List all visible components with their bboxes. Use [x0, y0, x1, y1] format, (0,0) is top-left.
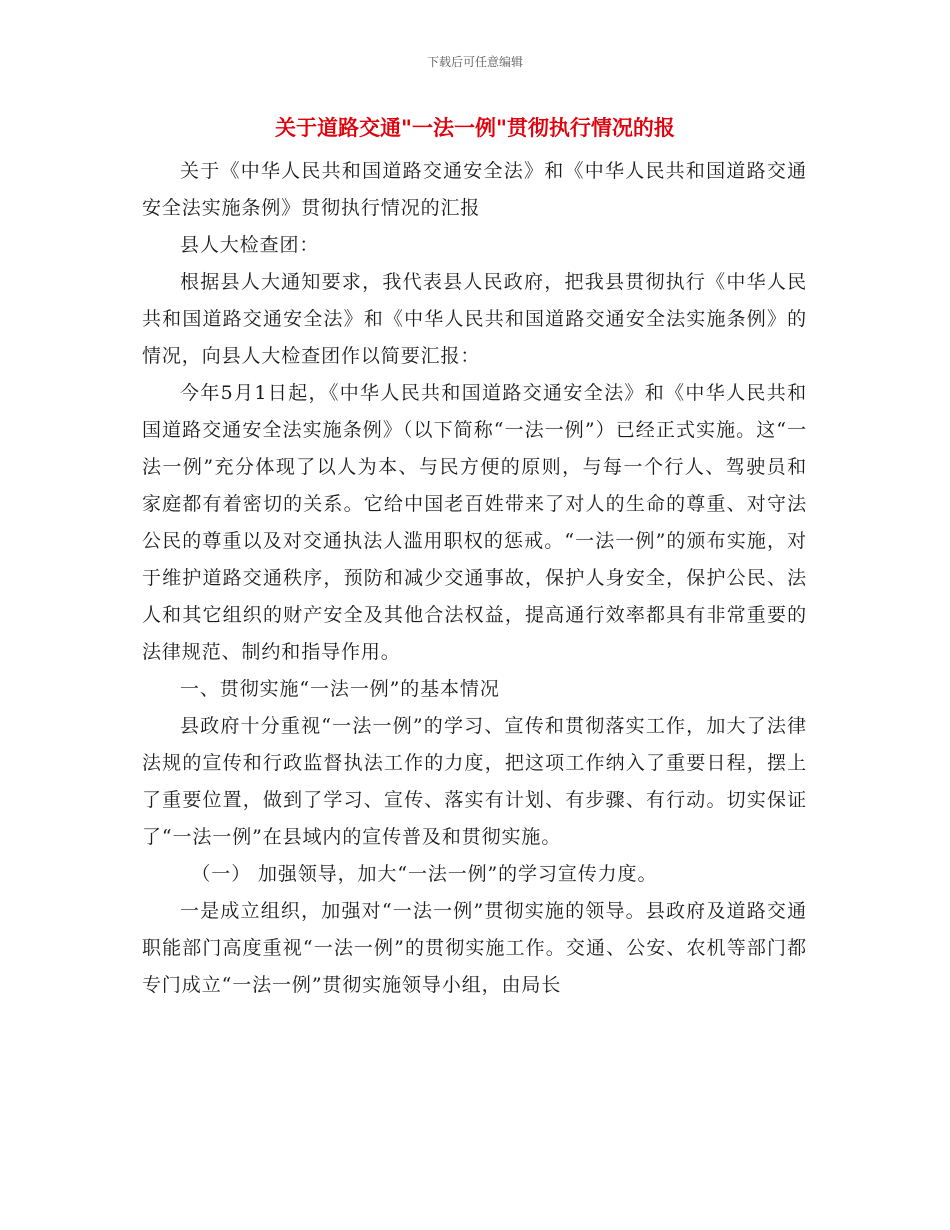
document-body	[142, 153, 807, 1004]
paragraph-intro: 根据县人大通知要求，我代表县人民政府，把我县贯彻执行《中华人民共和国道路交通安全法》和《中华人民共和国道路交通安全法实施条例》的情况，向县人大检查团作以简要汇报：	[142, 271, 807, 367]
paragraph-section-1: 县政府十分重视“一法一例”的学习、宣传和贯彻落实工作，加大了法律法规的宣传和行政监督执法工作的力度，把这项工作纳入了重要日程，摆上了重要位置，做到了学习、宣传、落实有计划、有步骤、有行动。切实保证了“一法一例”在县域内的宣传普及和贯彻实施。	[142, 715, 807, 848]
page-header-note: 下载后可任意编辑	[426, 55, 523, 69]
paragraph-report-name: 关于《中华人民共和国道路交通安全法》和《中华人民共和国道路交通安全法实施条例》贯彻执行情况的汇报	[142, 160, 807, 219]
document-title: 关于道路交通"一法一例"贯彻执行情况的报	[275, 116, 675, 140]
paragraph-subsection-1: 一是成立组织，加强对“一法一例”贯彻实施的领导。县政府及道路交通职能部门高度重视“一法一例”的贯彻实施工作。交通、公安、农机等部门都专门成立“一法一例”贯彻实施领导小组，由局长	[142, 900, 807, 996]
subsection-heading-1: （一） 加强领导，加大“一法一例”的学习宣传力度。	[191, 863, 658, 885]
paragraph-background: 今年5月1日起，《中华人民共和国道路交通安全法》和《中华人民共和国道路交通安全法实施条例》（以下简称“一法一例”）已经正式实施。这“一法一例”充分体现了以人为本、与民方便的原则，与每一个行人、驾驶员和家庭都有着密切的关系。它给中国老百姓带来了对人的生命的尊重、对守法公民的尊重以及对交通执法人滥用职权的惩戒。“一法一例”的颁布实施，对于维护道路交通秩序，预防和减少交通事故，保护人身安全，保护公民、法人和其它组织的财产安全及其他合法权益，提高通行效率都具有非常重要的法律规范、制约和指导作用。	[142, 382, 807, 663]
section-heading-1: 一、贯彻实施“一法一例”的基本情况	[180, 678, 500, 700]
paragraph-salutation: 县人大检查团：	[180, 234, 320, 256]
